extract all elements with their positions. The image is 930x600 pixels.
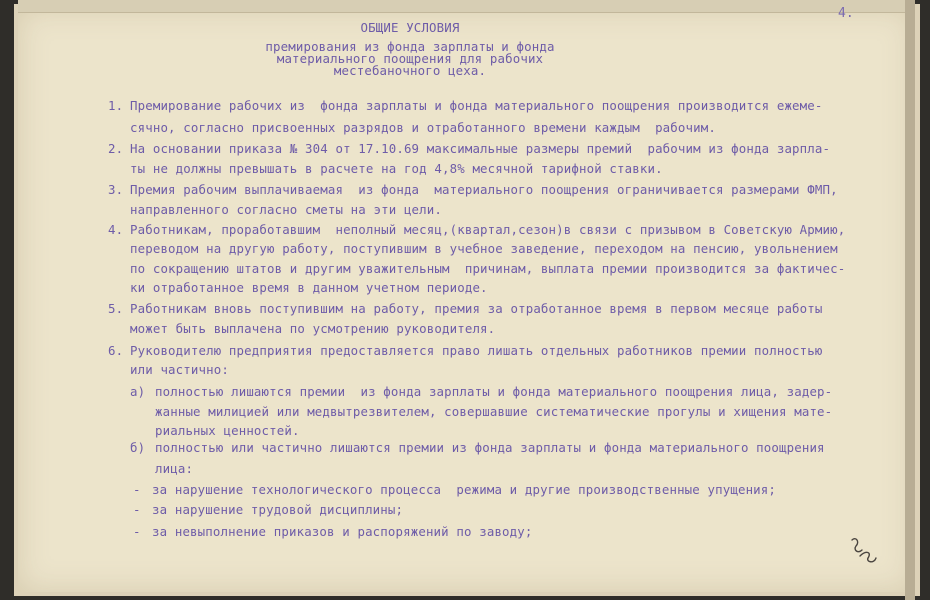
item-number: 5. [108,301,124,316]
dash-bullet: - [133,482,141,497]
item-line: переводом на другую работу, поступившим в учебное заведение, переходом на пенсию, увольнением [130,241,838,256]
item-line: или частично: [130,362,229,377]
document-title: ОБЩИЕ УСЛОВИЯ [360,20,460,35]
item-number: 1. [108,98,124,113]
sub-item-line: лица: [155,461,194,476]
item-number: 2. [108,141,124,156]
dash-item: за нарушение технологического процесса режима и другие производственные упущения; [152,482,777,497]
item-line: ты не должны превышать в расчете на год 4,8% месячной тарифной ставки. [130,161,663,176]
sub-item-line: полностью лишаются премии из фонда зарплаты и фонда материального поощрения лица, задер- [155,384,833,399]
item-line: Работникам вновь поступившим на работу, премия за отработанное время в первом месяце работы [130,301,823,316]
item-number: 4. [108,222,124,237]
item-line: сячно, согласно присвоенных разрядов и отработанного времени каждым рабочим. [130,120,716,135]
item-line: ки отработанное время в данном учетном периоде. [130,280,488,295]
handwritten-signature-mark [846,534,880,568]
sub-item-line: жанные милицией или медвытрезвителем, совершавшие систематические прогулы и хищения мате- [155,404,833,419]
sub-item-label: а) [130,384,146,399]
subtitle-line-3: местебаночного цеха. [333,63,487,78]
item-line: Руководителю предприятия предоставляется право лишать отдельных работников премии полностью [130,343,823,358]
top-page-edge [18,0,913,13]
item-line: направленного согласно сметы на эти цели. [130,202,443,217]
dash-item: за невыполнение приказов и распоряжений по заводу; [152,524,533,539]
item-line: Работникам, проработавшим неполный месяц,(квартал,сезон)в связи с призывом в Советскую Армию, [130,222,846,237]
subtitle-line-2: материального поощрения для рабочих [276,51,544,66]
item-line: Премия рабочим выплачиваемая из фонда материального поощрения ограничивается размерами ФМП, [130,182,838,197]
item-number: 6. [108,343,124,358]
right-page-edge [905,0,915,600]
item-line: может быть выплачена по усмотрению руководителя. [130,321,496,336]
subtitle-line-1: премирования из фонда зарплаты и фонда [265,39,555,54]
sub-item-line: риальных ценностей. [155,423,300,438]
dash-bullet: - [133,524,141,539]
item-line: Премирование рабочих из фонда зарплаты и фонда материального поощрения производится ежеме- [130,98,823,113]
sub-item-label: б) [130,440,146,455]
dash-bullet: - [133,502,141,517]
dash-item: за нарушение трудовой дисциплины; [152,502,404,517]
item-line: На основании приказа № 304 от 17.10.69 максимальные размеры премий рабочим из фонда зарпла- [130,141,831,156]
item-line: по сокращению штатов и другим уважительным причинам, выплата премии производится за фактичес- [130,261,846,276]
item-number: 3. [108,182,124,197]
sub-item-line: полностью или частично лишаются премии из фонда зарплаты и фонда материального поощрения [155,440,825,455]
page-number: 4. [838,6,854,21]
